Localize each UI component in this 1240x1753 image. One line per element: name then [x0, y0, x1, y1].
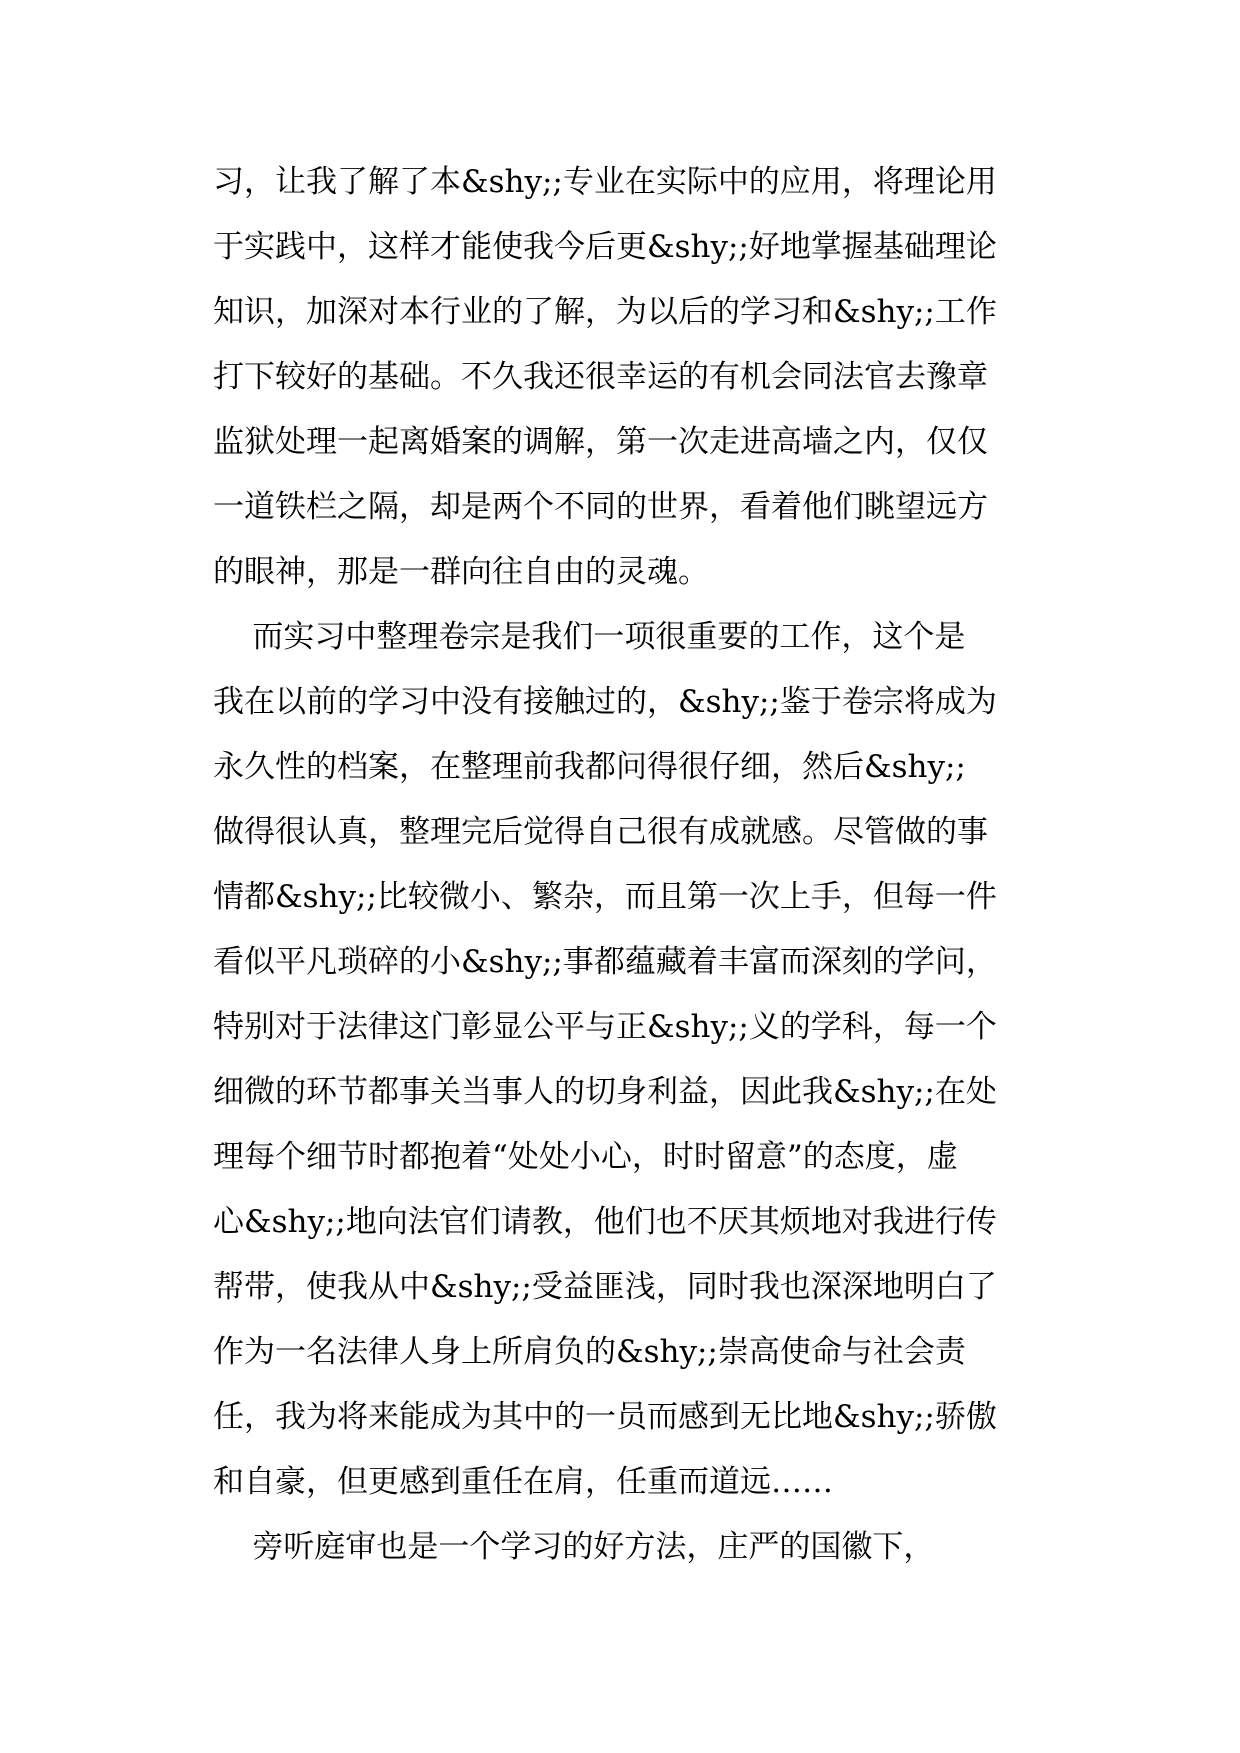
- text-line: 旁听庭审也是一个学习的好方法，庄严的国徽下，: [213, 1529, 935, 1565]
- body-text: [213, 150, 1033, 1580]
- text-line: 一道铁栏之隔，却是两个不同的世界，看着他们眺望远方: [213, 489, 988, 525]
- text-line: 我在以前的学习中没有接触过的，&shy;;鉴于卷宗将成为: [213, 684, 997, 720]
- text-line: 监狱处理一起离婚案的调解，第一次走进高墙之内，仅仅: [213, 424, 988, 460]
- text-line: 理每个细节时都抱着“处处小心，时时留意”的态度，虚: [213, 1139, 958, 1175]
- text-line: 做得很认真，整理完后觉得自己很有成就感。尽管做的事: [213, 814, 988, 850]
- text-line: 的眼神，那是一群向往自由的灵魂。: [213, 554, 709, 590]
- text-line: 帮带，使我从中&shy;;受益匪浅，同时我也深深地明白了: [213, 1269, 997, 1305]
- text-line: 于实践中，这样才能使我今后更&shy;;好地掌握基础理论: [213, 229, 997, 265]
- text-line: 细微的环节都事关当事人的切身利益，因此我&shy;;在处: [213, 1074, 997, 1110]
- text-line: 而实习中整理卷宗是我们一项很重要的工作，这个是: [213, 619, 966, 655]
- text-line: 打下较好的基础。不久我还很幸运的有机会同法官去豫章: [213, 359, 988, 395]
- text-line: 看似平凡琐碎的小&shy;;事都蕴藏着丰富而深刻的学问，: [213, 944, 997, 980]
- text-line: 和自豪，但更感到重任在肩，任重而道远……: [213, 1464, 833, 1500]
- text-line: 任，我为将来能成为其中的一员而感到无比地&shy;;骄傲: [213, 1399, 997, 1435]
- text-line: 情都&shy;;比较微小、繁杂，而且第一次上手，但每一件: [213, 879, 997, 915]
- text-line: 知识，加深对本行业的了解，为以后的学习和&shy;;工作: [213, 294, 997, 330]
- text-line: 心&shy;;地向法官们请教，他们也不厌其烦地对我进行传: [213, 1204, 997, 1240]
- text-line: 特别对于法律这门彰显公平与正&shy;;义的学科，每一个: [213, 1009, 997, 1045]
- text-line: 习，让我了解了本&shy;;专业在实际中的应用，将理论用: [213, 164, 997, 200]
- text-line: 永久性的档案，在整理前我都问得很仔细，然后&shy;;: [213, 749, 966, 785]
- text-line: 作为一名法律人身上所肩负的&shy;;崇高使命与社会责: [213, 1334, 966, 1370]
